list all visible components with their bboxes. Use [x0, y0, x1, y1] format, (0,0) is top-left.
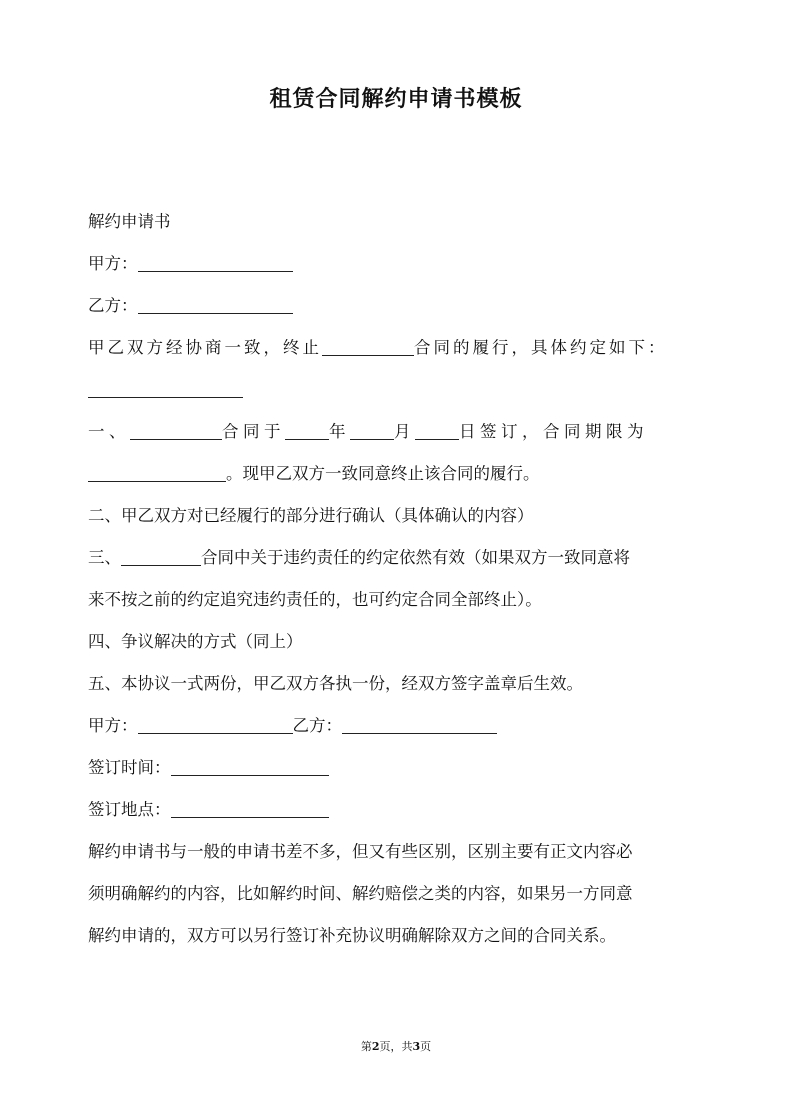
- page-footer: [0, 1038, 792, 1054]
- party-a-line: [88, 247, 708, 281]
- party-b-label: 乙方：: [88, 296, 138, 315]
- item1-month-blank: [350, 438, 394, 440]
- sign-party-b-blank: [342, 732, 497, 734]
- item1-month: 月: [394, 422, 415, 441]
- item1-contract-blank: [130, 438, 222, 440]
- item3-line: [88, 541, 708, 575]
- footer-mid: 页，共: [379, 1040, 413, 1053]
- sign-party-a-blank: [138, 732, 293, 734]
- item1-year-blank: [285, 438, 329, 440]
- heading-text: 解约申请书: [88, 212, 171, 231]
- footer-total-pages: 3: [412, 1040, 421, 1053]
- item2-line: [88, 499, 708, 533]
- intro-part1: 甲乙双方经协商一致，终止: [88, 338, 322, 357]
- item1-part1: 合同于: [222, 422, 285, 441]
- item5-text: 五、本协议一式两份，甲乙双方各执一份，经双方签字盖章后生效。: [88, 674, 583, 693]
- sign-time-blank: [171, 774, 329, 776]
- item4-text: 四、争议解决的方式（同上）: [88, 632, 303, 651]
- footer-suffix: 页: [420, 1040, 432, 1053]
- item3-part2: 来不按之前的约定追究违约责任的，也可约定合同全部终止）。: [88, 590, 542, 609]
- note-line-1: [88, 835, 708, 869]
- item3-contract-blank: [121, 564, 201, 566]
- intro-line: [88, 331, 708, 365]
- note-text-1: 解约申请书与一般的申请书差不多，但又有些区别，区别主要有正文内容必: [88, 842, 633, 861]
- note-line-2: [88, 877, 708, 911]
- item1-continue-line: [88, 457, 708, 491]
- item2-text: 二、甲乙双方对已经履行的部分进行确认（具体确认的内容）: [88, 506, 534, 525]
- note-line-3: [88, 919, 708, 953]
- item1-year: 年: [329, 422, 350, 441]
- signature-parties-line: [88, 709, 708, 743]
- footer-prefix: 第: [360, 1040, 372, 1053]
- party-b-line: [88, 289, 708, 323]
- item4-line: [88, 625, 708, 659]
- item3-part1: 合同中关于违约责任的约定依然有效（如果双方一致同意将: [201, 548, 630, 567]
- sign-party-b-label: 乙方：: [292, 716, 342, 735]
- contract-name-blank: [322, 354, 414, 356]
- item3-continue-line: [88, 583, 708, 617]
- party-a-label: 甲方：: [88, 254, 138, 273]
- document-title: 租赁合同解约申请书模板: [269, 86, 523, 112]
- item1-part2: 。现甲乙双方一致同意终止该合同的履行。: [226, 464, 540, 483]
- item5-line: [88, 667, 708, 701]
- sign-time-label: 签订时间：: [88, 758, 171, 777]
- sign-place-blank: [171, 816, 329, 818]
- item1-day: 日签订，合同期限为: [459, 422, 648, 441]
- footer-current-page: 2: [371, 1040, 380, 1053]
- sign-time-line: [88, 751, 708, 785]
- sign-place-label: 签订地点：: [88, 800, 171, 819]
- sign-place-line: [88, 793, 708, 827]
- item1-day-blank: [415, 438, 459, 440]
- agreement-blank: [88, 396, 243, 398]
- item1-line: [88, 415, 708, 449]
- intro-part2: 合同的履行，具体约定如下：: [414, 338, 668, 357]
- sign-party-a-label: 甲方：: [88, 716, 138, 735]
- note-text-3: 解约申请的，双方可以另行签订补充协议明确解除双方之间的合同关系。: [88, 926, 616, 945]
- party-b-blank: [138, 312, 293, 314]
- item1-prefix: 一、: [88, 422, 130, 441]
- intro-continue-line: [88, 373, 708, 407]
- note-text-2: 须明确解约的内容，比如解约时间、解约赔偿之类的内容，如果另一方同意: [88, 884, 633, 903]
- party-a-blank: [138, 270, 293, 272]
- heading: [88, 205, 708, 239]
- item1-term-blank: [88, 480, 226, 482]
- item3-prefix: 三、: [88, 548, 121, 567]
- document-body: [88, 205, 708, 961]
